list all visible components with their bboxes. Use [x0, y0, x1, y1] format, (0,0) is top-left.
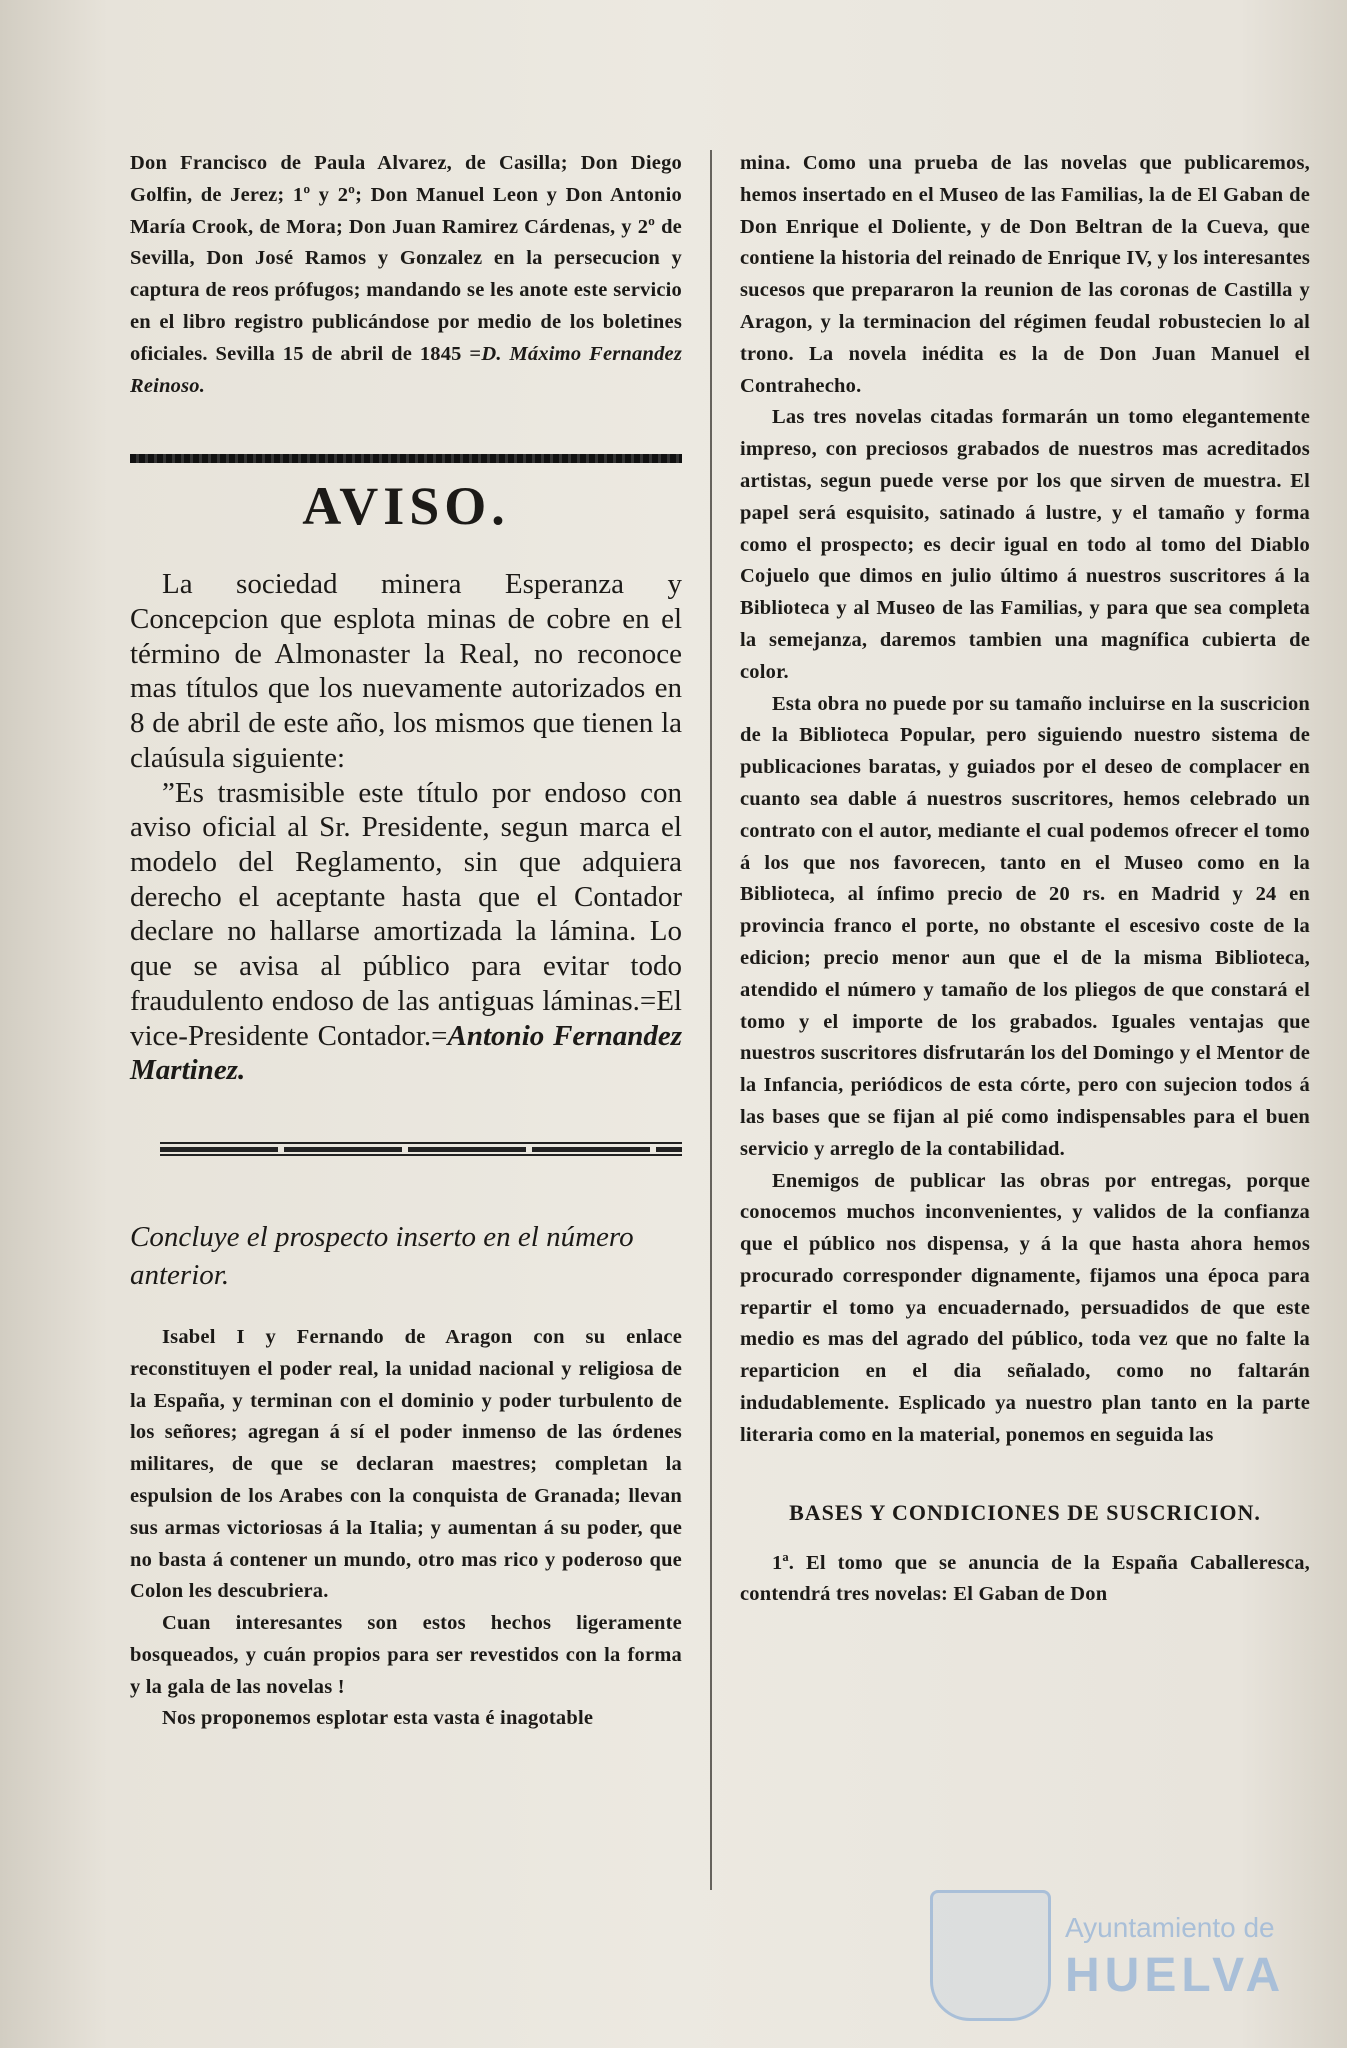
section-heading-concluye: Concluye el prospecto inserto en el número anterior.: [130, 1220, 634, 1291]
left-paragraph-1: Isabel I y Fernando de Aragon con su enlace reconstituyen el poder real, la unidad nacional y religiosa de la España, y terminan con el dominio y poder turbulento de los señores; agregan á sí el poder inmenso de las órdenes militares, de que se declaran maestres; completan la espulsion de los Arabes con la conquista de Granada; llevan sus armas victoriosas á la Italia; y aumentan á su poder, que no basta á contener un mundo, otro mas rico y poderoso que Colon les descubriera.: [130, 1325, 682, 1603]
intro-signature: D. Máximo Fernandez Reinoso.: [130, 342, 683, 397]
left-column: [130, 148, 682, 1735]
aviso-signature: Antonio Fernandez Martinez.: [130, 1019, 682, 1087]
intro-text: Don Francisco de Paula Alvarez, de Casilla; Don Diego Golfin, de Jerez; 1º y 2º; Don Manuel Leon y Don Antonio María Crook, de Mora; Don Juan Ramirez Cárdenas, y 2º de Sevilla, Don José Ramos y Gonzalez en la persecucion y captura de reos prófugos; mandando se les anote este servicio en el libro registro publicándose por medio de los boletines oficiales. Sevilla 15 de abril de 1845 =: [130, 152, 682, 365]
right-paragraph-5: 1ª. El tomo que se anuncia de la España Caballeresca, contendrá tres novelas: El Gaban de Don: [740, 1551, 1310, 1606]
aviso-paragraph-1: La sociedad minera Esperanza y Concepcion que esplota minas de cobre en el término de Almonaster la Real, no reconoce mas títulos que los nuevamente autorizados en 8 de abril de este año, los mismos que tienen la claúsula siguiente:: [130, 568, 682, 774]
decorative-rule: [130, 1142, 682, 1156]
ayuntamiento-watermark: [930, 1890, 1310, 2020]
intro-paragraph: [130, 148, 682, 402]
watermark-line-2: HUELVA: [1065, 1949, 1286, 2002]
coat-of-arms-icon: [930, 1890, 1051, 2021]
right-paragraph-2: Las tres novelas citadas formarán un tomo elegantemente impreso, con preciosos grabados de nuestros mas acreditados artistas, segun puede verse por los que sirven de muestra. El papel será esquisito, satinado á lustre, y el tamaño y forma como el prospecto; es decir igual en todo al tomo del Diablo Cojuelo que dimos en julio último á nuestros suscritores á la Biblioteca y al Museo de las Familias, y para que sea completa la semejanza, daremos tambien una magnífica cubierta de color.: [740, 406, 1310, 683]
right-paragraph-1: mina. Como una prueba de las novelas que publicaremos, hemos insertado en el Museo de las Familias, la de El Gaban de Don Enrique el Doliente, y de Don Beltran de la Cueva, que contiene la historia del reinado de Enrique IV, y los interesantes sucesos que prepararon la reunion de las coronas de Castilla y Aragon, y la terminacion del régimen feudal robustecien lo al trono. La novela inédita es la de Don Juan Manuel el Contrahecho.: [740, 152, 1310, 397]
aviso-paragraph-2-text: ”Es trasmisible este título por endoso con aviso oficial al Sr. Presidente, segun marca el modelo del Reglamento, sin que adquiera derecho el aceptante hasta que el Contador declare no hallarse amortizada la lámina. Lo que se avisa al público para evitar todo fraudulento endoso de las antiguas láminas.=El vice-Presidente Contador.=: [130, 776, 682, 1052]
right-column: [740, 148, 1310, 1611]
column-divider: [710, 150, 712, 1890]
section-rule: [130, 454, 682, 463]
watermark-line-1: Ayuntamiento de: [1065, 1912, 1275, 1943]
left-paragraph-2: Cuan interesantes son estos hechos ligeramente bosqueados, y cuán propios para ser revestidos con la forma y la gala de las novelas !: [130, 1612, 682, 1698]
aviso-paragraph-2: [130, 776, 682, 1088]
aviso-heading: AVISO.: [302, 476, 510, 537]
left-paragraph-3: Nos proponemos esplotar esta vasta é inagotable: [162, 1707, 594, 1730]
aviso-notice: [130, 567, 682, 1088]
right-paragraph-4: Enemigos de publicar las obras por entregas, porque conocemos muchos inconvenientes, y validos de la confianza que el público nos dispensa, y á la que hasta ahora hemos procurado corresponder dignamente, fijamos una época para repartir el tomo ya encuadernado, persuadidos de que este medio es mas del agrado del público, toda vez que no falte la reparticion en el dia señalado, como no faltarán indudablemente. Esplicado ya nuestro plan tanto en la parte literaria como en la material, ponemos en seguida las: [740, 1169, 1310, 1446]
bases-heading: BASES Y CONDICIONES DE SUSCRICION.: [789, 1499, 1261, 1525]
right-paragraph-3: Esta obra no puede por su tamaño incluirse en la suscricion de la Biblioteca Popular, pero siguiendo nuestro sistema de publicaciones baratas, y guiados por el deseo de complacer en cuanto sea dable á nuestros suscritores, hemos celebrado un contrato con el autor, mediante el cual podemos ofrecer el tomo á los que nos favorecen, tanto en el Museo como en la Biblioteca, al ínfimo precio de 20 rs. en Madrid y 24 en provincia franco el porte, no obstante el escesivo coste de la edicion; precio menor aun que el de la misma Biblioteca, atendido el número y tamaño de los pliegos de que constará el tomo y el importe de los grabados. Iguales ventajas que nuestros suscritores disfrutarán los del Domingo y el Mentor de la Infancia, periódicos de esta córte, pero con sujecion todos á las bases que se fijan al pié como indispensables para el buen servicio y arreglo de la contabilidad.: [740, 692, 1310, 1160]
